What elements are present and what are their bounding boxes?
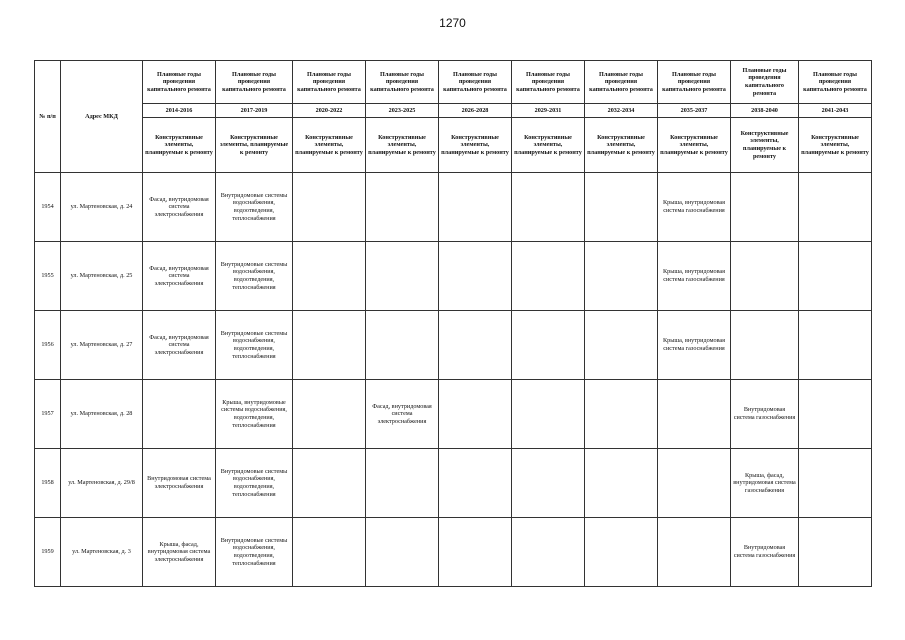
work-cell	[731, 311, 799, 380]
work-cell: Фасад, внутридомовая система электроснабжения	[366, 380, 439, 449]
work-cell: Внутридомовая система электроснабжения	[143, 449, 216, 518]
period-title-cell: Плановые годы проведения капитального ремонта	[799, 61, 872, 104]
work-cell	[366, 518, 439, 587]
work-cell	[439, 449, 512, 518]
period-title-cell: Плановые годы проведения капитального ремонта	[366, 61, 439, 104]
work-cell	[658, 518, 731, 587]
work-cell	[439, 380, 512, 449]
period-title-cell: Плановые годы проведения капитального ремонта	[143, 61, 216, 104]
work-cell: Крыша, внутридомовая система газоснабжения	[658, 173, 731, 242]
work-cell	[799, 173, 872, 242]
work-cell	[799, 311, 872, 380]
row-number: 1959	[35, 518, 61, 587]
work-cell	[512, 380, 585, 449]
period-label: 2026-2028	[439, 104, 512, 118]
row-number: 1956	[35, 311, 61, 380]
page-number: 1270	[439, 16, 466, 30]
elements-subheader: Конструктивные элементы, планируемые к ремонту	[439, 118, 512, 173]
period-title-cell: Плановые годы проведения капитального ремонта	[658, 61, 731, 104]
row-number: 1954	[35, 173, 61, 242]
work-cell: Фасад, внутридомовая система электроснабжения	[143, 242, 216, 311]
work-cell: Внутридомовая система газоснабжения	[731, 380, 799, 449]
work-cell: Внутридомовые системы водоснабжения, водоотведения, теплоснабжения	[216, 242, 293, 311]
work-cell	[512, 242, 585, 311]
work-cell: Крыша, внутридомовая система газоснабжения	[658, 311, 731, 380]
elements-subheader: Конструктивные элементы, планируемые к ремонту	[143, 118, 216, 173]
work-cell: Внутридомовые системы водоснабжения, водоотведения, теплоснабжения	[216, 449, 293, 518]
work-cell	[512, 311, 585, 380]
work-cell	[366, 449, 439, 518]
period-title-cell: Плановые годы проведения капитального ремонта	[731, 61, 799, 104]
work-cell	[585, 173, 658, 242]
work-cell	[512, 518, 585, 587]
row-address: ул. Мартеновская, д. 27	[61, 311, 143, 380]
work-cell	[366, 242, 439, 311]
work-cell	[799, 380, 872, 449]
work-cell	[439, 242, 512, 311]
work-cell	[293, 173, 366, 242]
header-period-row	[35, 104, 872, 118]
work-cell: Крыша, внутридомовые системы водоснабжения, водоотведения, теплоснабжения	[216, 380, 293, 449]
row-address: ул. Мартеновская, д. 25	[61, 242, 143, 311]
row-number: 1958	[35, 449, 61, 518]
elements-subheader: Конструктивные элементы, планируемые к ремонту	[366, 118, 439, 173]
elements-subheader: Конструктивные элементы, планируемые к ремонту	[585, 118, 658, 173]
work-cell	[293, 380, 366, 449]
period-title-cell: Плановые годы проведения капитального ремонта	[585, 61, 658, 104]
elements-subheader: Конструктивные элементы, планируемые к ремонту	[216, 118, 293, 173]
work-cell: Фасад, внутридомовая система электроснабжения	[143, 311, 216, 380]
work-cell	[439, 173, 512, 242]
row-number: 1957	[35, 380, 61, 449]
elements-subheader: Конструктивные элементы, планируемые к ремонту	[512, 118, 585, 173]
period-label: 2035-2037	[658, 104, 731, 118]
period-label: 2020-2022	[293, 104, 366, 118]
elements-subheader: Конструктивные элементы, планируемые к ремонту	[293, 118, 366, 173]
work-cell	[293, 311, 366, 380]
work-cell	[585, 449, 658, 518]
period-label: 2038-2040	[731, 104, 799, 118]
num-column-header: № п/п	[35, 61, 61, 173]
address-column-header: Адрес МКД	[61, 61, 143, 173]
work-cell	[799, 242, 872, 311]
work-cell: Фасад, внутридомовая система электроснабжения	[143, 173, 216, 242]
work-cell: Крыша, внутридомовая система газоснабжения	[658, 242, 731, 311]
work-cell	[731, 173, 799, 242]
row-address: ул. Мартеновская, д. 24	[61, 173, 143, 242]
work-cell	[293, 242, 366, 311]
work-cell: Внутридомовые системы водоснабжения, водоотведения, теплоснабжения	[216, 173, 293, 242]
period-label: 2029-2031	[512, 104, 585, 118]
period-label: 2032-2034	[585, 104, 658, 118]
work-cell	[731, 242, 799, 311]
work-cell	[512, 449, 585, 518]
work-cell	[585, 380, 658, 449]
row-address: ул. Мартеновская, д. 28	[61, 380, 143, 449]
work-cell	[658, 449, 731, 518]
work-cell	[512, 173, 585, 242]
work-cell	[799, 449, 872, 518]
period-label: 2041-2043	[799, 104, 872, 118]
work-cell	[799, 518, 872, 587]
elements-subheader: Конструктивные элементы, планируемые к ремонту	[658, 118, 731, 173]
period-title-cell: Плановые годы проведения капитального ремонта	[216, 61, 293, 104]
header-title-row	[35, 61, 872, 104]
work-cell	[585, 518, 658, 587]
work-cell	[143, 380, 216, 449]
work-cell: Крыша, фасад, внутридомовая система электроснабжения	[143, 518, 216, 587]
period-title-cell: Плановые годы проведения капитального ремонта	[512, 61, 585, 104]
period-label: 2014-2016	[143, 104, 216, 118]
period-title-cell: Плановые годы проведения капитального ремонта	[293, 61, 366, 104]
work-cell: Внутридомовые системы водоснабжения, водоотведения, теплоснабжения	[216, 518, 293, 587]
capital-repair-schedule-table	[34, 60, 872, 587]
period-label: 2017-2019	[216, 104, 293, 118]
work-cell: Крыша, фасад, внутридомовая система газоснабжения	[731, 449, 799, 518]
work-cell	[585, 242, 658, 311]
work-cell: Внутридомовая система газоснабжения	[731, 518, 799, 587]
work-cell	[366, 173, 439, 242]
work-cell	[366, 311, 439, 380]
table-row	[35, 518, 872, 587]
period-title-cell: Плановые годы проведения капитального ремонта	[439, 61, 512, 104]
work-cell	[439, 311, 512, 380]
table-row	[35, 242, 872, 311]
work-cell	[585, 311, 658, 380]
row-address: ул. Мартеновская, д. 3	[61, 518, 143, 587]
table-row	[35, 173, 872, 242]
work-cell	[658, 380, 731, 449]
work-cell: Внутридомовые системы водоснабжения, водоотведения, теплоснабжения	[216, 311, 293, 380]
work-cell	[293, 518, 366, 587]
elements-subheader: Конструктивные элементы, планируемые к ремонту	[731, 118, 799, 173]
row-number: 1955	[35, 242, 61, 311]
table-row	[35, 311, 872, 380]
work-cell	[293, 449, 366, 518]
period-label: 2023-2025	[366, 104, 439, 118]
work-cell	[439, 518, 512, 587]
header-subtitle-row	[35, 118, 872, 173]
elements-subheader: Конструктивные элементы, планируемые к ремонту	[799, 118, 872, 173]
table-row	[35, 449, 872, 518]
row-address: ул. Мартеновская, д. 29/8	[61, 449, 143, 518]
table-row	[35, 380, 872, 449]
